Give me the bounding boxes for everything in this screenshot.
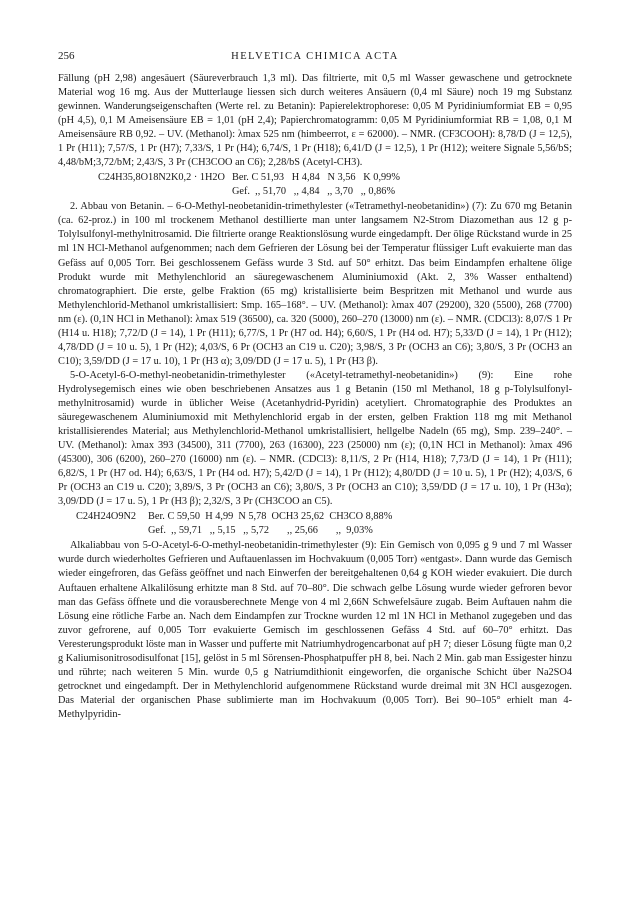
elemental-analysis-2	[58, 510, 572, 538]
analysis-found: Gef. ,, 51,70 ,, 4,84 ,, 3,70 ,, 0,86%	[232, 186, 396, 198]
analysis-found: Gef. ,, 59,71 ,, 5,15 ,, 5,72 ,, 25,66 ,, 9,03%	[148, 525, 373, 537]
paragraph-3-acetyl-ester: 5-O-Acetyl-6-O-methyl-neobetanidin-trimethylester («Acetyl-tetramethyl-neobetanidin») (9): Eine rohe Hydrolysegemisch eines wie oben beschriebenen Ansatzes aus 1 g Betanin (150 ml Methanol, 18 g p-Tolylsulfonyl-methylnitrosamid) wurde in üblicher Weise (Acetanhydrid-Pyridin) acetyliert. Chromatographie des Produktes an säuregewaschenem Aluminiumoxid mit Methylenchlorid ergab in der ersten, gelben Fraktion 118 mg mit Methanol kristallisierendes Material; aus Methylenchlorid-Methanol umkristallisiert, hellgelbe Nadeln (65 mg), Smp. 239–240°. – UV. (Methanol): λmax 393 (34500), 311 (7700), 263 (16300), 223 (25000) nm (ε); (0,1N HCl in Methanol): λmax 496 (45300), 306 (6200), 260–270 (16000) nm (ε). – NMR. (CDCl3): 8,11/S, 2 Pr (H14, H18); 7,73/D (J = 14), 1 Pr (H11); 6,82/S, 1 Pr (H7 od. H4); 6,63/S, 1 Pr (H4 od. H7); 5,42/D (J = 14), 1 Pr (H12); 4,80/DD (J = 10 u. 5), 1 Pr (H2); 4,03/S, 6 Pr (OCH3 an C19 u. C20); 3,89/S, 3 Pr (OCH3 an C6); 3,80/S, 3 Pr (OCH3 an C10); 3,59/DD (J = 17 u. 10), 1 Pr (H3α); 3,09/DD (J = 17 u. 5), 1 Pr (H3 β); 2,32/S, 3 Pr (CH3COO an C5).	[58, 369, 572, 508]
page-number: 256	[58, 50, 75, 62]
paragraph-2-section-2: 2. Abbau von Betanin. – 6-O-Methyl-neobetanidin-trimethylester («Tetramethyl-neobetanidin») (7): Zu 670 mg Betanin (ca. 62-proz.) in 100 ml trockenem Methanol destillierte man unter langsamem N2-Strom Diazomethan aus 12 g p-Tolylsulfonyl-methylnitrosamid. Die filtrierte orange Reaktionslösung wurde eingedampft. Der ölige Rückstand wurde in 25 ml 1N HCl-Methanol aufgenommen; nach dem Gefrieren der Lösung bei der Temperatur flüssiger Luft evakuierte man das Gefäss auf 0,005 Torr. Bei geschlossenem Gefäss wurde 3 Std. auf 50° erhitzt. Das beim Eindampfen erhaltene ölige Produkt wurde mit Methylenchlorid an säuregewaschenem Aluminiumoxid (Akt. 2, 3% Wasser enthaltend) chromatographiert. Die erste, gelbe Fraktion (65 mg) kristallisierte beim Bespritzen mit Methanol und wurde aus Methylenchlorid-Methanol umkristallisiert: Smp. 165–168°. – UV. (Methanol): λmax 407 (29200), 320 (5500), 268 (7700) nm (ε). (0,1N HCl in Methanol): λmax 519 (36500), ca. 320 (5000), 260–270 (13000) nm (ε). – NMR. (CDCl3): 8,07/S 1 Pr (H14 u. H18); 7,72/D (J = 14), 1 Pr (H11); 6,77/S, 1 Pr (H7 od. H4); 6,60/S, 1 Pr (H4 od. H7); 5,33/D (J = 14), 1 Pr (H12); 4,78/DD (J = 10 u. 5), 1 Pr (H2); 4,03/S, 6 Pr (OCH3 an C19 u. C20); 3,98/S, 3 Pr (OCH3 an C6); 3,80/S, 3 Pr (OCH3 an C10); 3,59/DD (J = 17 u. 10), 1 Pr (H3 α); 3,09/DD (J = 17 u. 5), 1 Pr (H3 β).	[58, 201, 572, 367]
elemental-analysis-1	[58, 171, 572, 199]
page	[58, 50, 572, 722]
paragraph-1: Fällung (pH 2,98) angesäuert (Säureverbrauch 1,3 ml). Das filtrierte, mit 0,5 ml Wasser gewaschene und getrocknete Material wog 16 mg. Aus der Mutterlauge liessen sich durch weiteres Ansäuern (0,4 ml Säure) noch 19 mg Substanz gewinnen. Wanderungseigenschaften (Werte rel. zu Betanin): Papierelektrophorese: 0,05 M Pyridiniumformiat EB = 0,95 (pH 4,5), 0,1 M Ameisensäure EB = 1,01 (pH 2,4); Papierchromatogramm: 0,05 M Pyridiniumformiat RB = 1,08, 0,1 M Ameisensäure RB 0,92. – UV. (Methanol): λmax 525 nm (himbeerrot, ε = 62000). – NMR. (CF3COOH): 8,78/D (J = 12,5), 1 Pr (H11); 7,57/S, 1 Pr (H7); 7,33/S, 1 Pr (H4); 6,74/S, 1 Pr (H18); 6,41/D (J = 12,5), 1 Pr (H12); weitere Signale 5,56/bS; 4,48/bM;3,72/bM; 2,43/S, 3 Pr (CH3COO an C6); 2,28/bS (Acetyl-CH3).	[58, 73, 572, 169]
analysis-calculated: Ber. C 51,93 H 4,84 N 3,56 K 0,99%	[232, 172, 400, 184]
journal-title: HELVETICA CHIMICA ACTA	[231, 51, 399, 62]
page-header	[58, 50, 572, 62]
paragraph-4-alkali-degradation: Alkaliabbau von 5-O-Acetyl-6-O-methyl-neobetanidin-trimethylester (9): Ein Gemisch von 0,095 g 9 und 7 ml Wasser wurde durch wiederholtes Gefrieren und Auftauenlassen im Hochvakuum (0,005 Torr) «entgast». Dann wurde das Gemisch wieder eingefroren, das Gefäss geöffnet und nach Einwerfen der bereitgehaltenen 0,64 g KOH wieder evakuiert. Die durch Auftauen erhaltene Alkalilösung erhitzte man 8 Std. auf 70–80°. Die schwach gelbe Lösung wurde wieder gefroren bevor man das Gefäss öffnete und die vorausberechnete Menge von 4 ml 2,66N Schwefelsäure zugab. Beim Auftauen nahm die Lösung eine rötliche Farbe an. Nach dem Eindampfen zur Trockne wurden 12 ml 1N HCl in Methanol zugegeben und das zuvor gefrorene, auf 0,005 Torr evakuierte Gemisch im geschlossenen Gefäss 4 Std. auf 60–70° erhitzt. Das Veresterungsprodukt löste man in Wasser und pufferte mit Natriumhydrogencarbonat auf pH 7; dieser Lösung fügte man 0,2 g Kaliumisonitrosodisulfonat [15], gelöst in 5 ml Sörensen-Phosphatpuffer pH 8, bei. Nach 2 Min. gab man Essigester hinzu und rührte; nach weiteren 5 Min. wurde 0,5 g Natriumdithionit eingeworfen, die organische Schicht über Na2SO4 getrocknet und eingedampft. Der in Methylenchlorid aufgenommene Rückstand wurde dreimal mit 3N HCl ausgezogen. Das Material der organischen Phase sublimierte man im Hochvakuum (0,005 Torr). Bei 90–105° erhielt man 4-Methylpyridin-	[58, 540, 572, 720]
molecular-formula: C24H24O9N2	[76, 511, 137, 523]
molecular-formula: C24H35,8O18N2K0,2 · 1H2O	[98, 172, 225, 184]
analysis-calculated: Ber. C 59,50 H 4,99 N 5,78 OCH3 25,62 CH3CO 8,88%	[148, 511, 393, 523]
